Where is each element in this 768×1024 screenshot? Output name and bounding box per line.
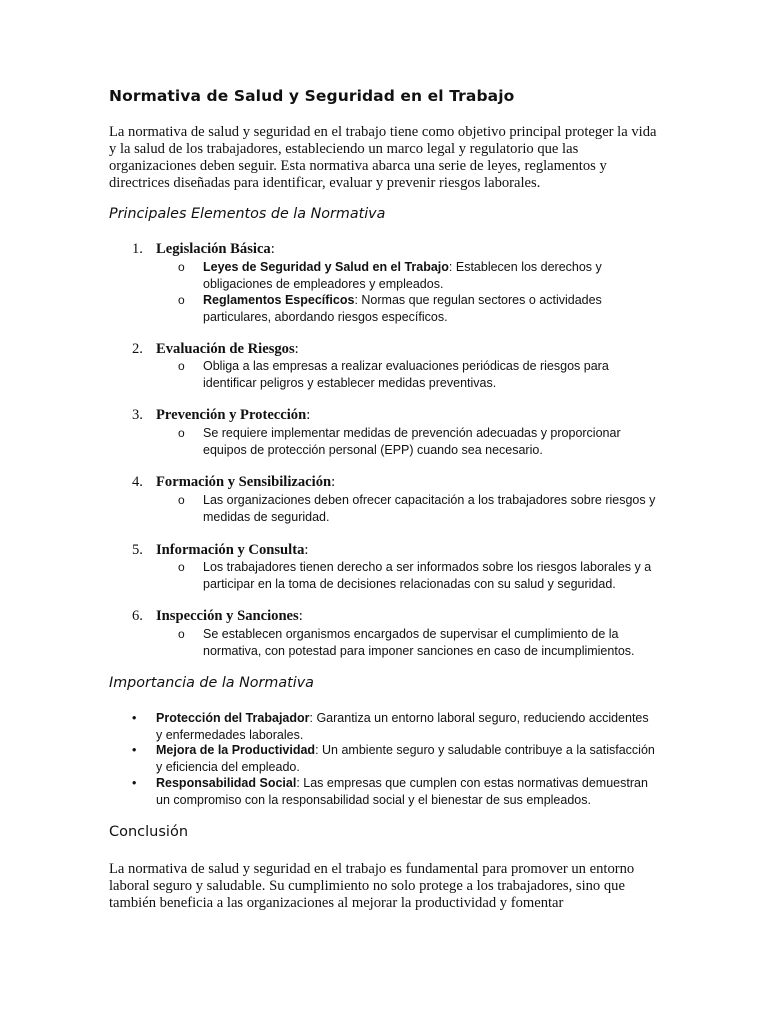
numbered-item (132, 542, 308, 559)
sub-item-text: : Establecen los derechos y obligaciones de empleadores y empleados. (203, 260, 602, 291)
numbered-item (132, 241, 275, 258)
sub-bullet-marker: o (178, 560, 185, 574)
item-colon: : (298, 608, 303, 624)
item-title: Evaluación de Riesgos (156, 341, 295, 357)
bullet-marker: • (132, 743, 137, 757)
sub-item (178, 358, 658, 391)
bullet-text: : Un ambiente seguro y saludable contribuye a la satisfacción y eficiencia del empleado. (156, 743, 655, 774)
item-colon: : (270, 241, 275, 257)
sub-item (178, 559, 658, 592)
item-colon: : (331, 474, 336, 490)
bullet-item (132, 775, 658, 808)
sub-bullet-marker: o (178, 493, 185, 507)
bullet-bold: Mejora de la Productividad (156, 743, 316, 757)
sub-item (178, 425, 658, 458)
sub-item (178, 492, 658, 525)
numbered-item (132, 474, 335, 491)
bullet-text: : Garantiza un entorno laboral seguro, reduciendo accidentes y enfermedades laborales. (156, 711, 649, 742)
sub-item (178, 259, 658, 292)
sub-item-bold: Reglamentos Específicos (203, 293, 355, 307)
conclusion-paragraph: La normativa de salud y seguridad en el trabajo es fundamental para promover un entorno laboral seguro y saludable. Su cumplimiento no solo protege a los trabajadores, sino que también beneficia a las organizaciones al mejorar la productividad y fomentar (109, 861, 635, 912)
numbered-item (132, 407, 310, 424)
item-title: Legislación Básica (156, 241, 271, 257)
sub-item-text: Obliga a las empresas a realizar evaluaciones periódicas de riesgos para identificar peligros y establecer medidas preventivas. (203, 359, 609, 390)
numbered-item (132, 608, 303, 625)
bullet-text: : Las empresas que cumplen con estas normativas demuestran un compromiso con la responsabilidad social y el bienestar de sus empleados. (156, 776, 648, 807)
bullet-bold: Responsabilidad Social (156, 776, 297, 790)
item-number: 2. (132, 341, 143, 357)
item-colon: : (306, 407, 311, 423)
sub-bullet-marker: o (178, 260, 185, 274)
section-heading-conclusion: Conclusión (109, 824, 189, 840)
item-colon: : (294, 341, 299, 357)
sub-item-text: Las organizaciones deben ofrecer capacitación a los trabajadores sobre riesgos y medidas de seguridad. (203, 493, 656, 524)
bullet-item (132, 710, 658, 743)
sub-item (178, 626, 658, 659)
sub-item-bold: Leyes de Seguridad y Salud en el Trabajo (203, 260, 449, 274)
item-title: Información y Consulta (156, 542, 305, 558)
bullet-marker: • (132, 711, 137, 725)
section-heading-importancia: Importancia de la Normativa (109, 675, 314, 691)
sub-item (178, 292, 658, 325)
sub-item-text: Se requiere implementar medidas de prevención adecuadas y proporcionar equipos de protección personal (EPP) cuando sea necesario. (203, 426, 621, 457)
item-title: Inspección y Sanciones (156, 608, 299, 624)
item-colon: : (304, 542, 309, 558)
sub-item-text: Se establecen organismos encargados de supervisar el cumplimiento de la normativa, con potestad para imponer sanciones en caso de incumplimientos. (203, 627, 635, 658)
sub-bullet-marker: o (178, 293, 185, 307)
item-number: 3. (132, 407, 143, 423)
intro-paragraph: La normativa de salud y seguridad en el trabajo tiene como objetivo principal proteger la vida y la salud de los trabajadores, estableciendo un marco legal y regulatorio que las organizaciones deben seguir. Esta normativa abarca una serie de leyes, reglamentos y directrices diseñadas para identificar, evaluar y prevenir riesgos laborales. (109, 124, 657, 192)
sub-bullet-marker: o (178, 627, 185, 641)
sub-item-text: : Normas que regulan sectores o actividades particulares, abordando riesgos específicos. (203, 293, 602, 324)
item-number: 4. (132, 474, 143, 490)
bullet-item (132, 742, 658, 775)
numbered-item (132, 341, 299, 358)
document-title: Normativa de Salud y Seguridad en el Trabajo (109, 87, 515, 105)
bullet-marker: • (132, 776, 137, 790)
item-title: Formación y Sensibilización (156, 474, 332, 490)
sub-item-text: Los trabajadores tienen derecho a ser informados sobre los riesgos laborales y a participar en la toma de decisiones relacionadas con su salud y seguridad. (203, 560, 652, 591)
item-number: 1. (132, 241, 143, 257)
item-number: 6. (132, 608, 143, 624)
section-heading-elementos: Principales Elementos de la Normativa (109, 206, 386, 222)
item-number: 5. (132, 542, 143, 558)
sub-bullet-marker: o (178, 426, 185, 440)
sub-bullet-marker: o (178, 359, 185, 373)
bullet-bold: Protección del Trabajador (156, 711, 310, 725)
item-title: Prevención y Protección (156, 407, 307, 423)
